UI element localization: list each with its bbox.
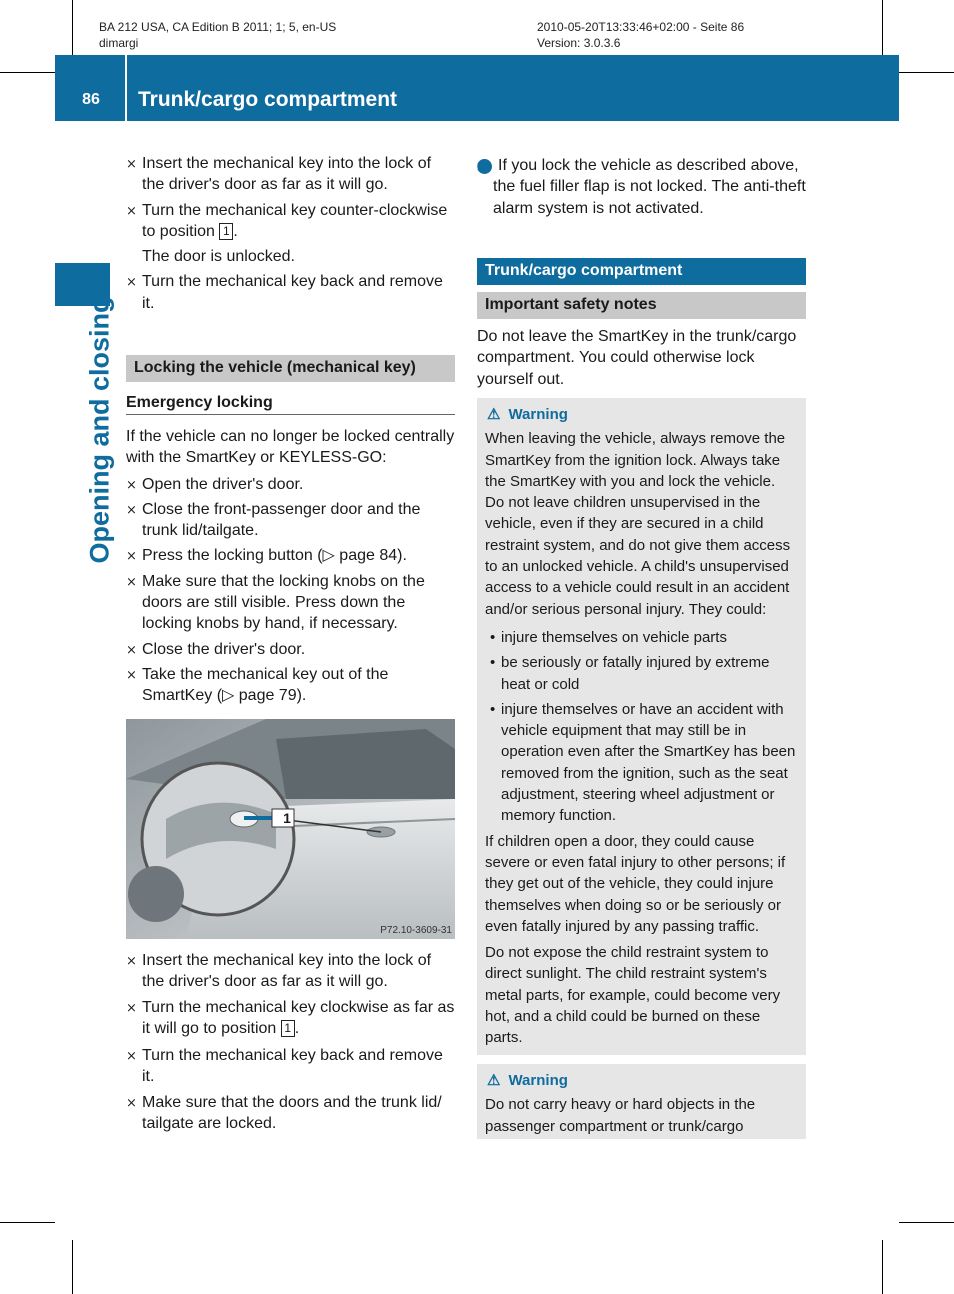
crop-mark <box>72 0 73 55</box>
step-arrow-icon: ⨯ <box>126 476 137 492</box>
crop-mark <box>0 72 55 73</box>
list-item: • be seriously or fatally injured by extreme heat or cold <box>490 654 770 693</box>
safety-intro: Do not leave the SmartKey in the trunk/cargo compartment. You could otherwise lock yourself out. <box>477 328 797 388</box>
warning-text: Do not carry heavy or hard objects in the passenger compartment or trunk/cargo <box>485 1096 756 1135</box>
warning-heading: ⚠ Warning <box>487 1072 568 1089</box>
page-number: 86 <box>82 91 100 108</box>
list-item: • injure themselves on vehicle parts <box>490 628 727 646</box>
step: ⨯ Turn the mechanical key counter-clockwise to position 1 . <box>126 201 448 240</box>
step: ⨯ Insert the mechanical key into the lock of the driver's door as far as it will go. <box>126 952 432 991</box>
step: ⨯ Make sure that the doors and the trunk lid/ tailgate are locked. <box>126 1093 442 1133</box>
step-arrow-icon: ⨯ <box>126 156 137 171</box>
step: ⨯ Make sure that the locking knobs on the doors are still visible. Press down the locking knobs by hand, if necessary. <box>126 572 425 633</box>
section-heading-locking: Locking the vehicle (mechanical key) <box>126 355 455 382</box>
crop-mark <box>899 72 954 73</box>
step-arrow-icon: ⨯ <box>126 202 137 218</box>
crop-mark <box>899 1222 954 1223</box>
step: ⨯ Turn the mechanical key clockwise as far as it will go to position 1 . <box>126 998 455 1037</box>
header-divider <box>125 55 127 121</box>
subheading-emergency-locking: Emergency locking <box>126 394 455 415</box>
door-lock-illustration <box>126 719 455 939</box>
left-column <box>126 153 456 318</box>
step-arrow-icon: ⨯ <box>126 641 137 657</box>
print-meta-right: 2010-05-20T13:33:46+02:00 - Seite 86 Version: 3.0.3.6 <box>537 20 745 50</box>
crop-mark <box>882 0 883 55</box>
emergency-locking-block: If the vehicle can no longer be locked centrally with the SmartKey or KEYLESS-GO: ⨯ Open the driver's door. ⨯ Close the front-passenger door and the trunk lid/tailgate. ⨯ Press the locking button (▷ page 84). ⨯ Make sure that the locking knobs on the doors are still visible. Press down the locking knobs by hand, if necessary. ⨯ Close the driver's door. ⨯ Take the mechanical key out of the SmartKey (▷ page 79). <box>126 426 456 711</box>
warning-triangle-icon: ⚠ <box>487 1072 501 1089</box>
step: ⨯ Close the front-passenger door and the trunk lid/tailgate. <box>126 500 421 540</box>
crop-mark <box>0 1222 55 1223</box>
figure-code: P72.10-3609-31 <box>380 925 452 936</box>
step: ⨯ Turn the mechanical key back and remove it. <box>126 1047 443 1086</box>
list-item: • injure themselves or have an accident with vehicle equipment that may still be in operation even after the SmartKey has been removed from the ignition, such as the seat adjustment, steering wheel adjustment or memory function. <box>490 700 796 825</box>
warning-text: When leaving the vehicle, always remove the SmartKey from the ignition lock. Always take the SmartKey with you and lock the vehicle. Do not leave children unsupervised in the vehicle, even if they are secured in a child restraint system, and do not give them access to an unlocked vehicle. A child's unsupervised access to a vehicle could result in an accident and/or serious personal injury. They could: <box>485 430 791 618</box>
crop-mark <box>882 1240 883 1294</box>
figure-callout: 1 <box>283 810 291 826</box>
step-arrow-icon: ⨯ <box>126 274 137 290</box>
info-note: i If you lock the vehicle as described above, the fuel filler flap is not locked. The anti-theft alarm system is not activated. <box>474 157 806 217</box>
step-arrow-icon: ⨯ <box>126 953 137 968</box>
warning-paragraph: Do not expose the child restraint system to direct sunlight. The child restraint system's metal parts, for example, could become very hot, and a child could be burned on these parts. <box>485 944 781 1047</box>
step-arrow-icon: ⨯ <box>126 501 137 517</box>
final-steps-block <box>126 950 456 1138</box>
step-arrow-icon: ⨯ <box>126 666 137 682</box>
crop-mark <box>72 1240 73 1294</box>
warning-triangle-icon: ⚠ <box>487 406 501 423</box>
step: ⨯ Take the mechanical key out of the SmartKey (▷ page 79). <box>126 665 389 705</box>
section-heading-trunk: Trunk/cargo compartment <box>477 258 806 285</box>
warning-heading: ⚠ Warning <box>487 406 568 423</box>
step-result: The door is unlocked. <box>142 248 295 266</box>
step: ⨯ Insert the mechanical key into the lock of the driver's door as far as it will go. <box>126 155 432 194</box>
info-icon: i <box>477 159 492 174</box>
step-arrow-icon: ⨯ <box>126 573 137 589</box>
page-title: Trunk/cargo compartment <box>138 88 398 111</box>
step: ⨯ Turn the mechanical key back and remove it. <box>126 273 443 312</box>
step-arrow-icon: ⨯ <box>126 1094 137 1110</box>
step-arrow-icon: ⨯ <box>126 1048 137 1064</box>
print-meta-left: BA 212 USA, CA Edition B 2011; 1; 5, en-US dimargi <box>99 20 337 50</box>
car-door-drawing <box>126 719 455 939</box>
position-marker: 1 <box>281 1020 295 1037</box>
step-arrow-icon: ⨯ <box>126 999 137 1015</box>
position-marker: 1 <box>219 223 233 240</box>
side-tab-label: Opening and closing <box>84 296 115 564</box>
section-heading-safety: Important safety notes <box>477 292 806 319</box>
step: ⨯ Press the locking button (▷ page 84). <box>126 545 456 566</box>
warning-paragraph: If children open a door, they could cause severe or even fatal injury to other persons; if they get out of the vehicle, they could injure themselves when doing so or be seriously or even fatally injured by any passing traffic. <box>485 832 786 935</box>
step-arrow-icon: ⨯ <box>126 548 137 564</box>
step: ⨯ Open the driver's door. <box>126 474 456 495</box>
step: ⨯ Close the driver's door. <box>126 639 456 660</box>
warning-box <box>477 1064 806 1139</box>
warning-box <box>477 398 806 1055</box>
